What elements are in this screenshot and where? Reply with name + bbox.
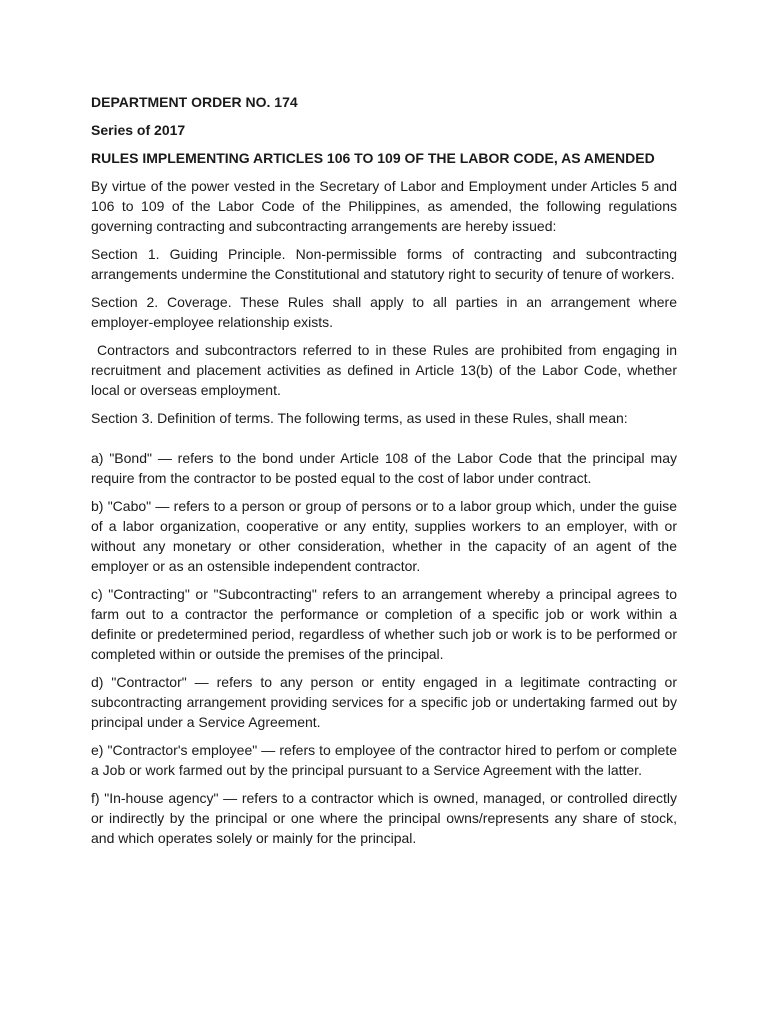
definition-cabo: b) "Cabo" — refers to a person or group of persons or to a labor group which, under the guise of a labor organization, cooperative or any entity, supplies workers to an employer, with or without any monetary or other consideration, whether in the capacity of an agent of the employer or as an ostensible independent contractor. bbox=[91, 498, 677, 574]
definition-bond: a) "Bond" — refers to the bond under Article 108 of the Labor Code that the principal may require from the contractor to be posted equal to the cost of labor under contract. bbox=[91, 450, 677, 486]
definition-contractor: d) "Contractor" — refers to any person or entity engaged in a legitimate contracting or subcontracting arrangement providing services for a specific job or undertaking farmed out by principal under a Service Agreement. bbox=[91, 674, 677, 730]
section-2-note-paragraph: Contractors and subcontractors referred to in these Rules are prohibited from engaging in recruitment and placement activities as defined in Article 13(b) of the Labor Code, whether local or overseas employment. bbox=[91, 342, 677, 398]
document-page bbox=[91, 92, 677, 856]
definition-in-house-agency: f) "In-house agency" — refers to a contractor which is owned, managed, or controlled directly or indirectly by the principal or one where the principal owns/represents any share of stock, and which operates solely or mainly for the principal. bbox=[91, 790, 677, 846]
order-number: DEPARTMENT ORDER NO. 174 bbox=[91, 94, 298, 110]
preamble-paragraph: By virtue of the power vested in the Secretary of Labor and Employment under Articles 5 and 106 to 109 of the Labor Code of the Philippines, as amended, the following regulations governing contracting and subcontracting arrangements are hereby issued: bbox=[91, 178, 677, 234]
series-label: Series of 2017 bbox=[91, 122, 186, 138]
definition-contracting: c) "Contracting" or "Subcontracting" refers to an arrangement whereby a principal agrees to farm out to a contractor the performance or completion of a specific job or work within a definite or predetermined period, regardless of whether such job or work is to be performed or completed within or outside the premises of the principal. bbox=[91, 586, 677, 662]
section-1-paragraph: Section 1. Guiding Principle. Non-permissible forms of contracting and subcontracting arrangements undermine the Constitutional and statutory right to security of tenure of workers. bbox=[91, 246, 677, 282]
section-3-paragraph: Section 3. Definition of terms. The following terms, as used in these Rules, shall mean: bbox=[91, 410, 628, 426]
section-2-paragraph: Section 2. Coverage. These Rules shall apply to all parties in an arrangement where employer-employee relationship exists. bbox=[91, 294, 677, 330]
document-title: RULES IMPLEMENTING ARTICLES 106 TO 109 OF THE LABOR CODE, AS AMENDED bbox=[91, 150, 655, 166]
definition-contractors-employee: e) "Contractor's employee" — refers to employee of the contractor hired to perfom or complete a Job or work farmed out by the principal pursuant to a Service Agreement with the latter. bbox=[91, 742, 677, 778]
